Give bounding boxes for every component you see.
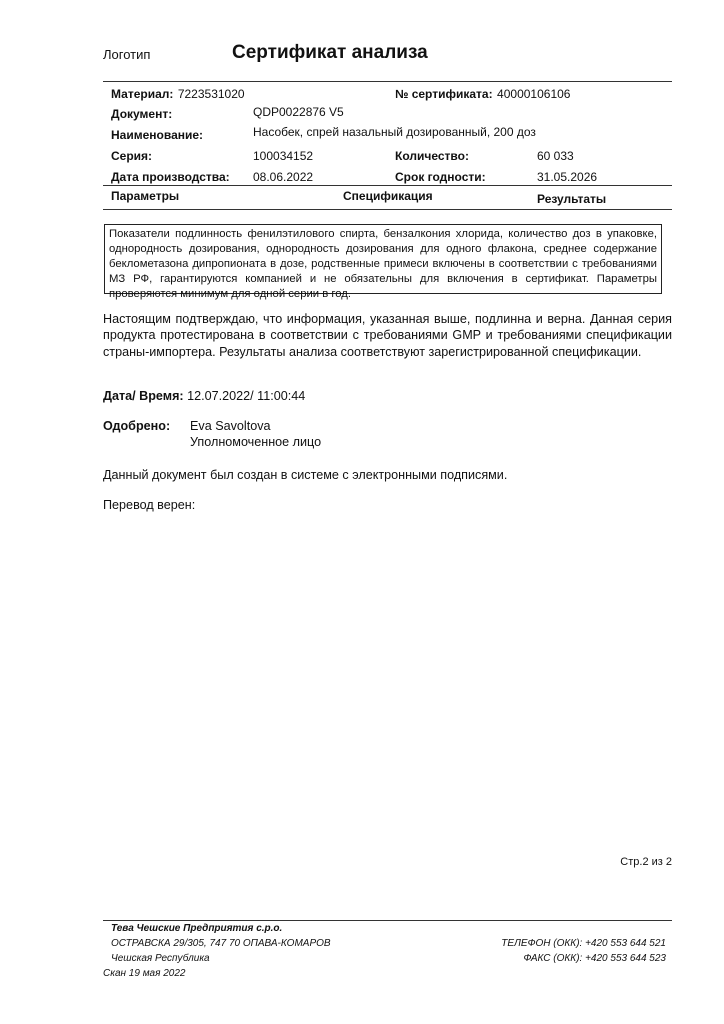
footer-country: Чешская Республика <box>111 953 210 964</box>
datetime-line <box>103 389 305 403</box>
document-value: QDP0022876 V5 <box>253 105 344 119</box>
approved-label: Одобрено: <box>103 419 171 433</box>
electronic-signature-note: Данный документ был создан в системе с электронными подписями. <box>103 468 508 482</box>
expiry-date-label: Срок годности: <box>395 170 486 184</box>
footer-divider <box>103 920 672 921</box>
name-value: Насобек, спрей назальный дозированный, 200 доз <box>253 125 536 139</box>
page-number: Стр.2 из 2 <box>620 856 672 868</box>
footer-company <box>111 923 282 934</box>
material-label: Материал: <box>111 87 174 101</box>
footer-company-name: Тева Чешские Предприятия с.р.о. <box>111 923 283 934</box>
material-value: 7223531020 <box>177 87 245 101</box>
approver-role: Уполномоченное лицо <box>190 435 322 449</box>
footer-scan-date: Скан 19 мая 2022 <box>103 968 186 979</box>
approver-name: Eva Savoltova <box>190 419 271 433</box>
translation-verified-note: Перевод верен: <box>103 498 196 512</box>
column-results: Результаты <box>537 192 607 206</box>
series-label: Серия: <box>111 149 153 163</box>
quantity-label: Количество: <box>395 149 469 163</box>
quantity-value: 60 033 <box>537 149 574 163</box>
table-top-divider <box>103 185 672 186</box>
table-header-divider <box>103 209 672 210</box>
document-label: Документ: <box>111 107 173 121</box>
certificate-field <box>395 85 570 103</box>
production-date-value: 08.06.2022 <box>253 170 314 184</box>
footer-fax: ФАКС (ОКК): +420 553 644 523 <box>523 953 666 964</box>
parameters-note-box: Показатели подлинность фенилэтилового спирта, бензалкония хлорида, количество доз в упаковке, однородность дозирования, однородность дозирования для одного флакона, среднее содержание беклометазона дипропионата в дозе, родственные примеси включены в соответствии с требованиями МЗ РФ, гарантируются компанией и не обязательны для включения в сертификат. Параметры проверяются минимум для одной серии в год. <box>104 224 662 294</box>
column-specification: Спецификация <box>343 189 433 203</box>
certificate-label: № сертификата: <box>395 87 493 101</box>
confirmation-paragraph: Настоящим подтверждаю, что информация, указанная выше, подлинна и верна. Данная серия продукта протестирована в соответствии с требованиями GMP и требованиями спецификации страны-импортера. Результаты анализа соответствуют зарегистрированной спецификации. <box>103 312 672 359</box>
series-value: 100034152 <box>253 149 314 163</box>
header-divider <box>103 81 672 82</box>
logo-placeholder: Логотип <box>103 47 151 62</box>
material-field <box>111 85 245 103</box>
expiry-date-value: 31.05.2026 <box>537 170 598 184</box>
column-parameters: Параметры <box>111 189 180 203</box>
name-label: Наименование: <box>111 128 204 142</box>
document-title: Сертификат анализа <box>232 42 428 63</box>
footer-address: ОСТРАВСКА 29/305, 747 70 ОПАВА-КОМАРОВ <box>111 938 331 949</box>
production-date-label: Дата производства: <box>111 170 230 184</box>
certificate-value: 40000106106 <box>497 87 571 101</box>
datetime-value: 12.07.2022/ 11:00:44 <box>187 389 306 403</box>
datetime-label: Дата/ Время: <box>103 389 184 403</box>
footer-phone: ТЕЛЕФОН (ОКК): +420 553 644 521 <box>501 938 666 949</box>
